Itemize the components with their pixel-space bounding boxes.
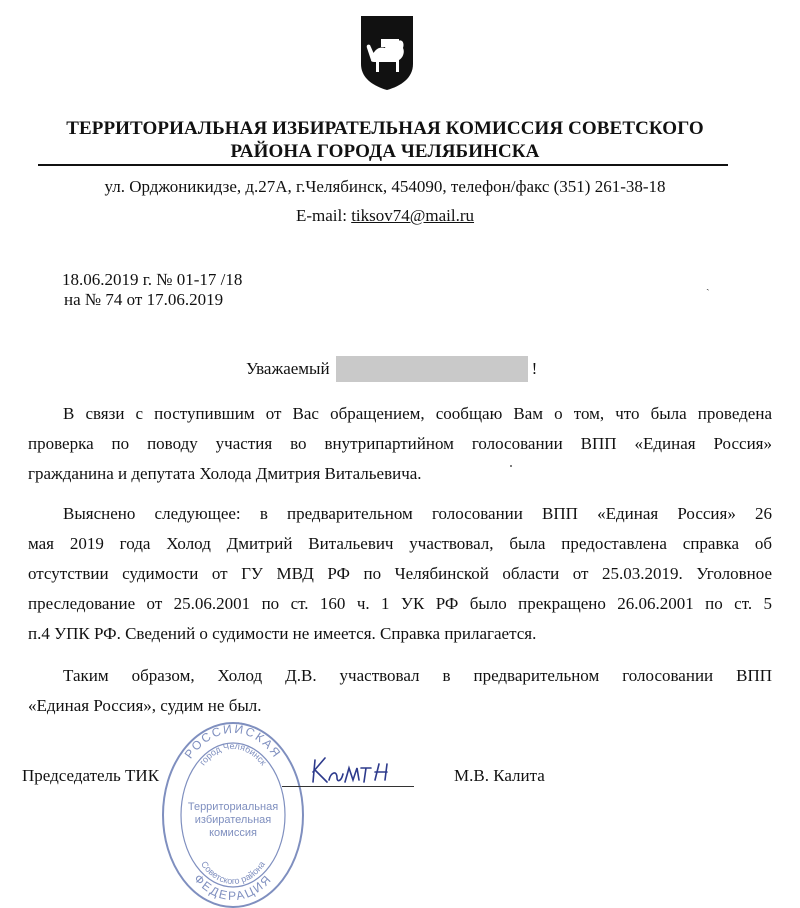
email-link[interactable]: tiksov74@mail.ru	[351, 206, 475, 225]
paragraph-line: проверка по поводу участия во внутрипартийном голосовании ВПП «Единая Россия»	[28, 434, 772, 453]
paragraph-3	[28, 661, 772, 721]
margin-mark: ˏ	[706, 279, 710, 291]
paragraph-line: преследование от 25.06.2001 по ст. 160 ч. 1 УК РФ было прекращено 26.06.2001 по ст. 5	[28, 594, 772, 613]
address-line: ул. Орджоникидзе, д.27А, г.Челябинск, 454090, телефон/факс (351) 261-38-18	[104, 177, 666, 196]
outgoing-reference: 18.06.2019 г. № 01-17 /18	[62, 270, 243, 289]
paragraph-line: отсутствии судимости от ГУ МВД РФ по Челябинской области от 25.03.2019. Уголовное	[28, 564, 772, 583]
greeting-salutation: Уважаемый	[246, 359, 330, 378]
email-line	[40, 206, 730, 226]
paragraph-line: Таким образом, Холод Д.В. участвовал в предварительном голосовании ВПП	[63, 666, 772, 685]
paragraph-line: п.4 УПК РФ. Сведений о судимости не имеется. Справка прилагается.	[28, 624, 537, 643]
paragraph-1	[28, 399, 772, 489]
paragraph-line: мая 2019 года Холод Дмитрий Витальевич участвовал, была предоставлена справка об	[28, 534, 772, 553]
svg-text:РОССИЙСКАЯ	[182, 721, 285, 761]
greeting	[246, 356, 537, 382]
incoming-reference: на № 74 от 17.06.2019	[64, 290, 224, 309]
org-title-line1: ТЕРРИТОРИАЛЬНАЯ ИЗБИРАТЕЛЬНАЯ КОМИССИЯ СОВЕТСКОГО	[66, 118, 704, 139]
stamp-text-center1: Территориальная	[187, 801, 279, 813]
handwritten-signature	[295, 752, 415, 790]
paragraph-line: Выяснено следующее: в предварительном голосовании ВПП «Единая Россия» 26	[63, 504, 772, 523]
header-divider	[38, 164, 728, 166]
email-label: E-mail:	[295, 206, 352, 225]
stamp-text-center3: комиссия	[209, 827, 257, 839]
chelyabinsk-camel-emblem-icon	[357, 12, 417, 92]
signatory-role: Председатель ТИК	[22, 766, 160, 785]
org-title-line2: РАЙОНА ГОРОДА ЧЕЛЯБИНСКА	[230, 141, 540, 162]
stamp-text-bottom2: ФЕДЕРАЦИЯ	[191, 871, 275, 904]
official-stamp	[158, 718, 308, 908]
signatory-name: М.В. Калита	[454, 766, 545, 785]
speck	[510, 465, 512, 467]
stamp-text-center2: избирательная	[194, 814, 272, 826]
paragraph-line: гражданина и депутата Холода Дмитрия Витальевича.	[28, 464, 422, 483]
svg-text:город Челябинск	[197, 741, 268, 767]
stamp-text-top2: город Челябинск	[197, 740, 269, 768]
redacted-name	[336, 356, 528, 382]
greeting-end-mark: !	[531, 359, 538, 378]
paragraph-line: В связи с поступившим от Вас обращением, сообщаю Вам о том, что была проведена	[63, 404, 772, 423]
paragraph-2	[28, 499, 772, 649]
paragraph-line: «Единая Россия», судим не был.	[28, 696, 262, 715]
stamp-text-bottom1: Советского района	[199, 859, 267, 887]
stamp-text-top: РОССИЙСКАЯ	[181, 721, 285, 762]
